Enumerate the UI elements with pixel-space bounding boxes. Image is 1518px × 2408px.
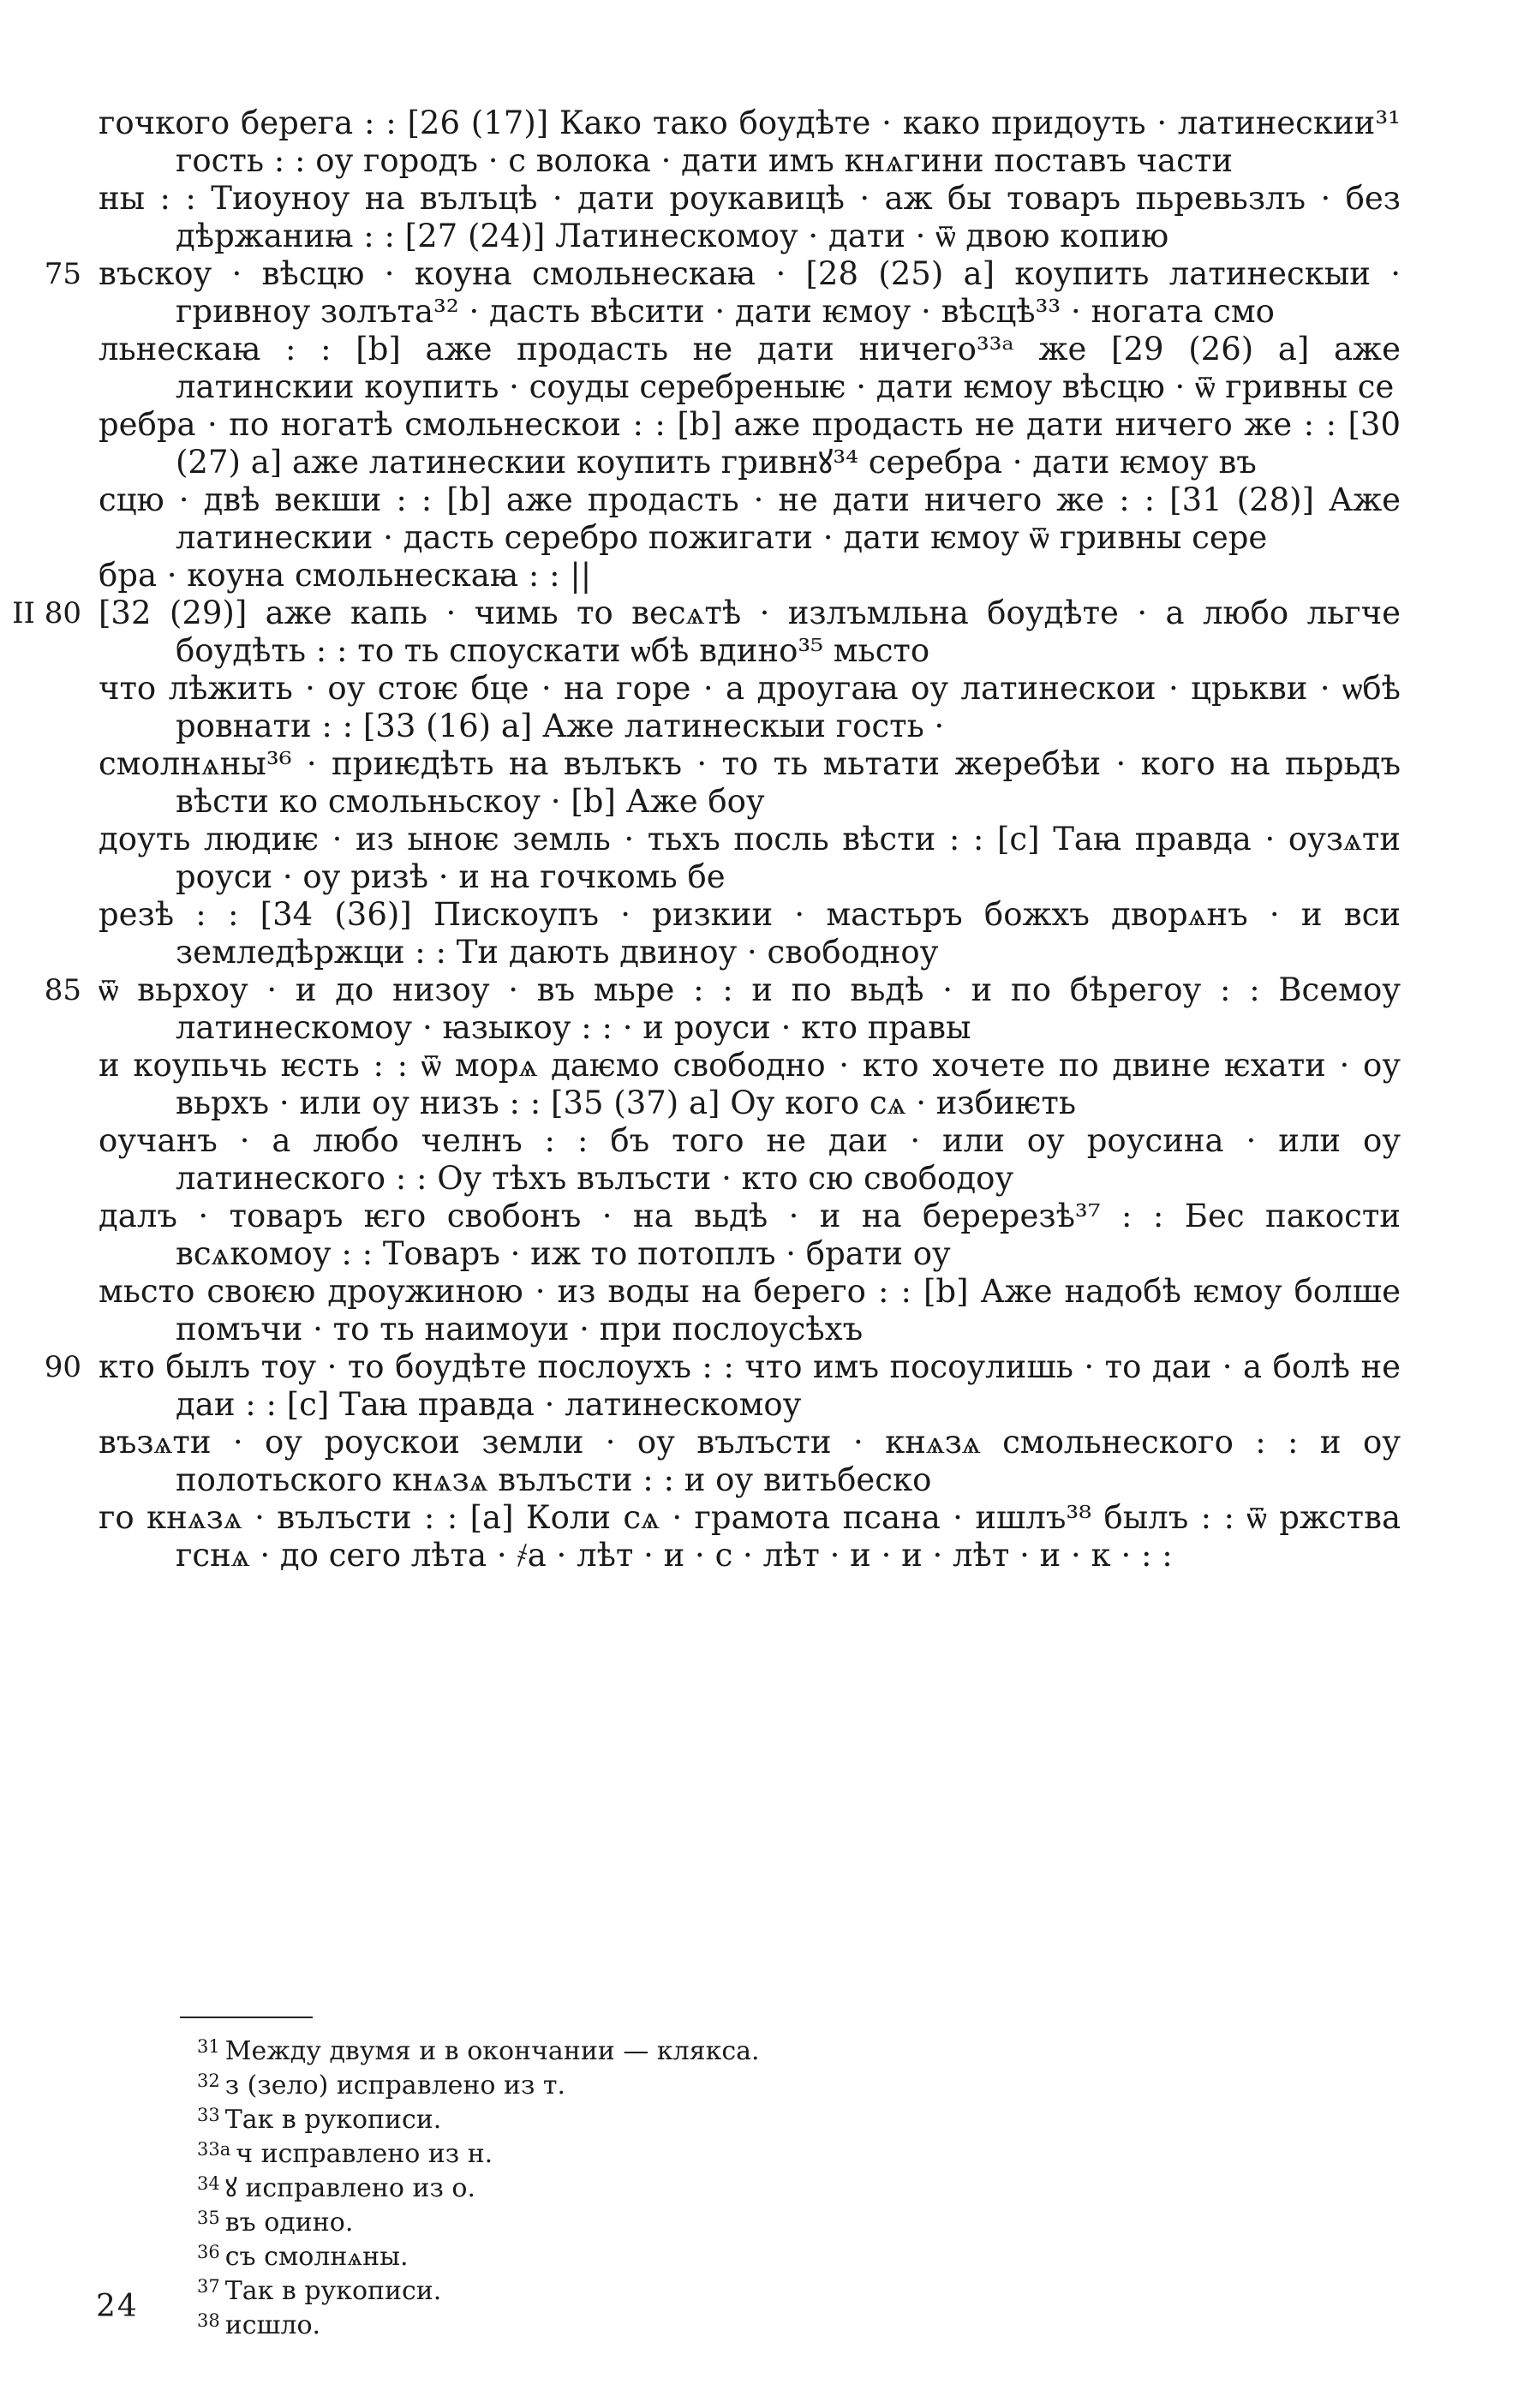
footnote-number: 32 xyxy=(197,2070,220,2091)
entry-text: оучанъ · а любо челнъ : : бъ того не даи · или оу роусина · или оу латинеского : : Оу тѣхъ вълъсти · кто сю свободоу xyxy=(99,1122,1401,1197)
text-entry xyxy=(99,481,1401,557)
text-entry xyxy=(99,557,1401,595)
entry-text: [32 (29)] аже капь · чимь то весѧтѣ · излъмльна боудѣте · а любо льгче боудѣть : : то ть споускати ѡбѣ вдино³⁵ мьсто xyxy=(99,595,1401,669)
entry-text: кто былъ тоу · то боудѣте послоухъ : : что имъ посоулишь · то даи · а болѣ не даи : : [c] Таꙗ правда · латинескомоу xyxy=(99,1348,1401,1423)
footnote-text: Так в рукописи. xyxy=(224,2105,442,2135)
footnote-text: з (зело) исправлено из т. xyxy=(224,2070,566,2100)
footnote-number: 36 xyxy=(197,2242,220,2262)
footnote xyxy=(197,2203,968,2238)
line-number: 75 xyxy=(44,257,81,291)
text-entry xyxy=(44,971,1401,1047)
page-number: 24 xyxy=(96,2289,139,2324)
main-text xyxy=(12,105,1401,1574)
footnote-number: 33 xyxy=(197,2105,220,2125)
footnote xyxy=(197,2169,968,2203)
footnote-text: ч исправлено из н. xyxy=(236,2139,493,2169)
footnote-text: съ смолнѧны. xyxy=(224,2242,409,2272)
text-entry xyxy=(99,821,1401,896)
entry-text: го кнѧзѧ · вълъсти : : [а] Коли сѧ · грамота псана · ишлъ³⁸ былъ : : ѿ ржства гснѧ · до сего лѣта · ҂а · лѣт · и · с · лѣт · и · и · лѣт · и · к · : : xyxy=(99,1499,1401,1574)
entry-text: льнескаꙗ : : [b] аже продасть не дати ничего³³ᵃ же [29 (26) а] аже латинскии коупить · соуды серебреныѥ · дати ѥмоу вѣсцю · ѿ гривны се xyxy=(99,331,1401,405)
footnote xyxy=(197,2066,968,2100)
text-entry xyxy=(99,896,1401,971)
entry-text: резѣ : : [34 (36)] Пискоупъ · ризкии · мастьръ божхъ дворѧнъ · и вси земледѣржци : : Ти дають двиноу · свободноу xyxy=(99,896,1401,971)
entry-text: далъ · товаръ ѥго свобонъ · на вьдѣ · и на беререзѣ³⁷ : : Бес пакости всѧкомоу : : Товаръ · иж то потоплъ · брати оу xyxy=(99,1198,1401,1272)
line-number: II 80 xyxy=(12,596,81,630)
text-entry xyxy=(44,1348,1401,1424)
footnote xyxy=(197,2272,968,2306)
entry-text: что лѣжить · оу стоѥ бце · на горе · а дроугаꙗ оу латинескои · црькви · ѡбѣ ровнати : : [33 (16) а] Аже латинескыи гость · xyxy=(99,670,1401,744)
footnote xyxy=(197,2306,968,2340)
text-entry xyxy=(12,595,1401,670)
entry-text: смолнѧны³⁶ · приѥдѣть на вълъкъ · то ть мьтати жеребѣи · кого на пьрьдъ вѣсти ко смольньскоу · [b] Аже боу xyxy=(99,745,1401,820)
footnote-number: 38 xyxy=(197,2310,220,2331)
footnote-text: исшло. xyxy=(224,2310,321,2340)
text-entry xyxy=(99,1047,1401,1122)
entry-text: гочкого берега : : [26 (17)] Како тако боудѣте · како придоуть · латинескии³¹ гость : : оу городъ · с волока · дати имъ кнѧгини поставъ части xyxy=(99,105,1401,179)
entry-text: сцю · двѣ векши : : [b] аже продасть · не дати ничего же : : [31 (28)] Аже латинескии · дасть серебро пожигати · дати ѥмоу ѿ гривны сере xyxy=(99,481,1401,556)
footnote-number: 33а xyxy=(197,2139,231,2160)
entry-text: възѧти · оу роускои земли · оу вълъсти · кнѧзѧ смольнеского : : и оу полотьского кнѧзѧ вълъсти : : и оу витьбеско xyxy=(99,1424,1401,1498)
footnote-number: 31 xyxy=(197,2036,220,2057)
text-entry xyxy=(99,1122,1401,1198)
footnote-number: 37 xyxy=(197,2276,220,2297)
entry-text: ны : : Тиоуноу на вълъцѣ · дати роукавицѣ · аж бы товаръ пьревьзлъ · без дѣржаниꙗ : : [27 (24)] Латинескомоу · дати · ѿ двою копию xyxy=(99,180,1401,254)
footnote-text: ꙋ исправлено из о. xyxy=(224,2173,476,2203)
text-entry xyxy=(99,1499,1401,1574)
footnote-number: 34 xyxy=(197,2173,220,2194)
text-entry xyxy=(99,1198,1401,1273)
text-entry xyxy=(99,331,1401,406)
footnote xyxy=(197,2135,968,2169)
entry-text: ребра · по ногатѣ смольнескои : : [b] аже продасть не дати ничего же : : [30 (27) а] аже латинескии коупить гривнꙋ³⁴ серебра · дати ѥмоу въ xyxy=(99,406,1401,481)
line-number: 85 xyxy=(44,973,81,1007)
text-entry xyxy=(99,406,1401,481)
entry-text: въскоу · вѣсцю · коуна смольнескаꙗ · [28 (25) а] коупить латинескыи · гривноу золъта³² · дасть вѣсити · дати ѥмоу · вѣсцѣ³³ · ногата смо xyxy=(99,255,1401,330)
text-entry xyxy=(44,255,1401,331)
text-entry xyxy=(99,670,1401,745)
text-entry xyxy=(99,1273,1401,1348)
entry-text: мьсто своѥю дроужиною · из воды на берего : : [b] Аже надобѣ ѥмоу болше помъчи · то ть наимоуи · при послоусѣхъ xyxy=(99,1273,1401,1347)
text-entry xyxy=(99,180,1401,255)
footnote-number: 35 xyxy=(197,2208,220,2228)
text-entry xyxy=(99,1424,1401,1499)
footnote-text: Между двумя и в окончании — клякса. xyxy=(224,2036,760,2066)
text-entry xyxy=(99,745,1401,821)
entry-text: доуть людиѥ · из ыноѥ земль · тьхъ посль вѣсти : : [c] Таꙗ правда · оузѧти роуси · оу ризѣ · и на гочкомь бе xyxy=(99,821,1401,895)
entry-text: ѿ вьрхоу · и до низоу · въ мьре : : и по вьдѣ · и по бѣрегоу : : Всемоу латинескомоу · ꙗзыкоу : : · и роуси · кто правы xyxy=(99,971,1401,1046)
entry-text: бра · коуна смольнескаꙗ : : || xyxy=(99,557,592,594)
line-number: 90 xyxy=(44,1350,81,1384)
footnote xyxy=(197,2032,968,2066)
footnotes xyxy=(197,2032,968,2340)
text-entry xyxy=(99,105,1401,180)
footnote-divider xyxy=(180,2017,313,2018)
footnote-text: Так в рукописи. xyxy=(224,2276,442,2306)
entry-text: и коупьчь ѥсть : : ѿ морѧ даѥмо свободно · кто хочете по двине ѥхати · оу вьрхъ · или оу низъ : : [35 (37) а] Оу кого сѧ · избиѥть xyxy=(99,1047,1401,1121)
footnote-text: въ одино. xyxy=(224,2208,354,2238)
footnote xyxy=(197,2100,968,2135)
footnote xyxy=(197,2238,968,2272)
